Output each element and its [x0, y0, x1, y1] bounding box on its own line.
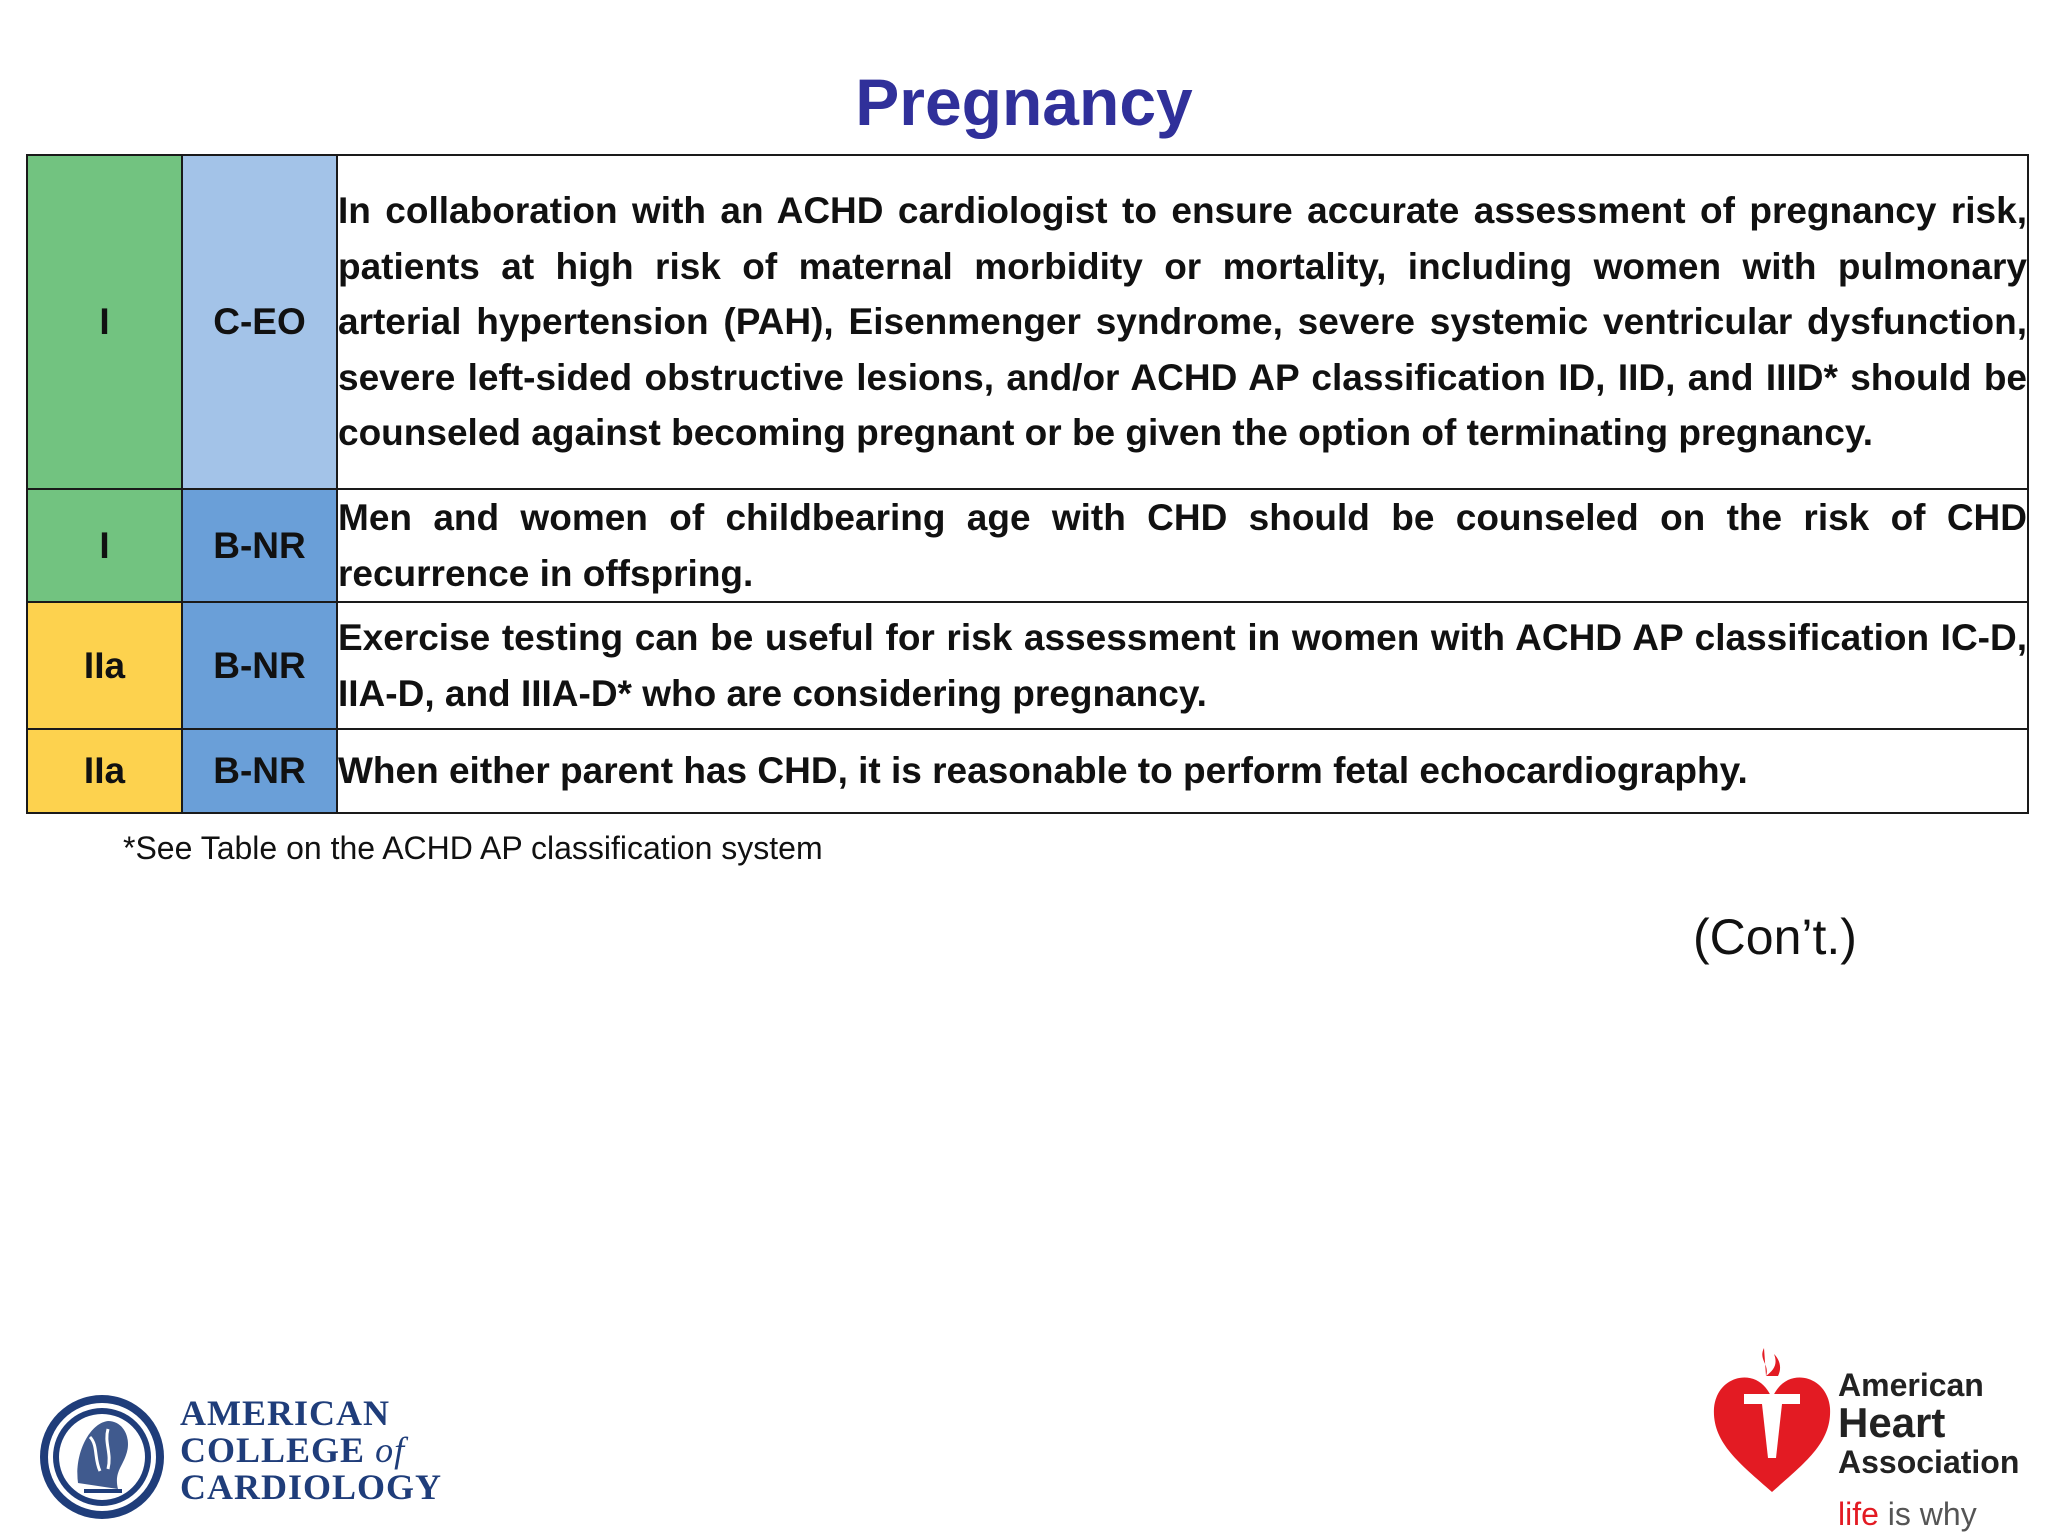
heart-torch-icon [1708, 1346, 1838, 1496]
recommendation-text: Exercise testing can be useful for risk assessment in women with ACHD AP classification IC-D, IIA-D, and IIIA-D* who are considering pregnancy. [337, 602, 2028, 729]
aha-logo [1708, 1346, 2048, 1536]
acc-wordmark-of: of [375, 1430, 406, 1470]
recommendation-text: Men and women of childbearing age with CHD should be counseled on the risk of CHD recurrence in offspring. [337, 489, 2028, 602]
acc-wordmark-line: AMERICAN [180, 1393, 390, 1433]
aha-wordmark-line: American [1838, 1367, 1984, 1403]
level-of-evidence: B-NR [182, 602, 337, 729]
acc-wordmark-line: CARDIOLOGY [180, 1467, 443, 1507]
acc-wordmark-word: COLLEGE [180, 1430, 366, 1470]
aha-tagline-rest: is why [1878, 1496, 1977, 1532]
aha-wordmark-line: Association [1838, 1444, 2020, 1480]
aha-wordmark-line: Heart [1838, 1399, 1946, 1446]
recommendations-table [26, 154, 2029, 814]
recommendation-row [27, 729, 2028, 813]
recommendation-text: In collaboration with an ACHD cardiologist to ensure accurate assessment of pregnancy risk, patients at high risk of maternal morbidity or mortality, including women with pulmonary arterial hypertension (PAH), Eisenmenger syndrome, severe systemic ventricular dysfunction, severe left-sided obstructive lesions, and/or ACHD AP classification ID, IID, and IIID* should be counseled against becoming pregnant or be given the option of terminating pregnancy. [337, 155, 2028, 489]
recommendation-text: When either parent has CHD, it is reasonable to perform fetal echocardiography. [337, 729, 2028, 813]
continued-label: (Con’t.) [1693, 909, 1857, 965]
class-of-recommendation: IIa [27, 602, 182, 729]
recommendation-row [27, 489, 2028, 602]
level-of-evidence: B-NR [182, 489, 337, 602]
acc-wordmark-line [180, 1432, 442, 1469]
acc-wordmark [180, 1395, 442, 1506]
class-of-recommendation: I [27, 155, 182, 489]
recommendation-row [27, 602, 2028, 729]
class-of-recommendation: IIa [27, 729, 182, 813]
acc-seal-icon [38, 1393, 166, 1521]
slide-title: Pregnancy [855, 65, 1193, 139]
level-of-evidence: B-NR [182, 729, 337, 813]
aha-wordmark [1838, 1368, 2019, 1480]
recommendation-row [27, 155, 2028, 489]
level-of-evidence: C-EO [182, 155, 337, 489]
aha-tagline [1838, 1496, 1977, 1533]
aha-tagline-life: life [1838, 1496, 1879, 1532]
acc-logo [38, 1389, 458, 1521]
footnote: *See Table on the ACHD AP classification system [123, 830, 823, 866]
class-of-recommendation: I [27, 489, 182, 602]
